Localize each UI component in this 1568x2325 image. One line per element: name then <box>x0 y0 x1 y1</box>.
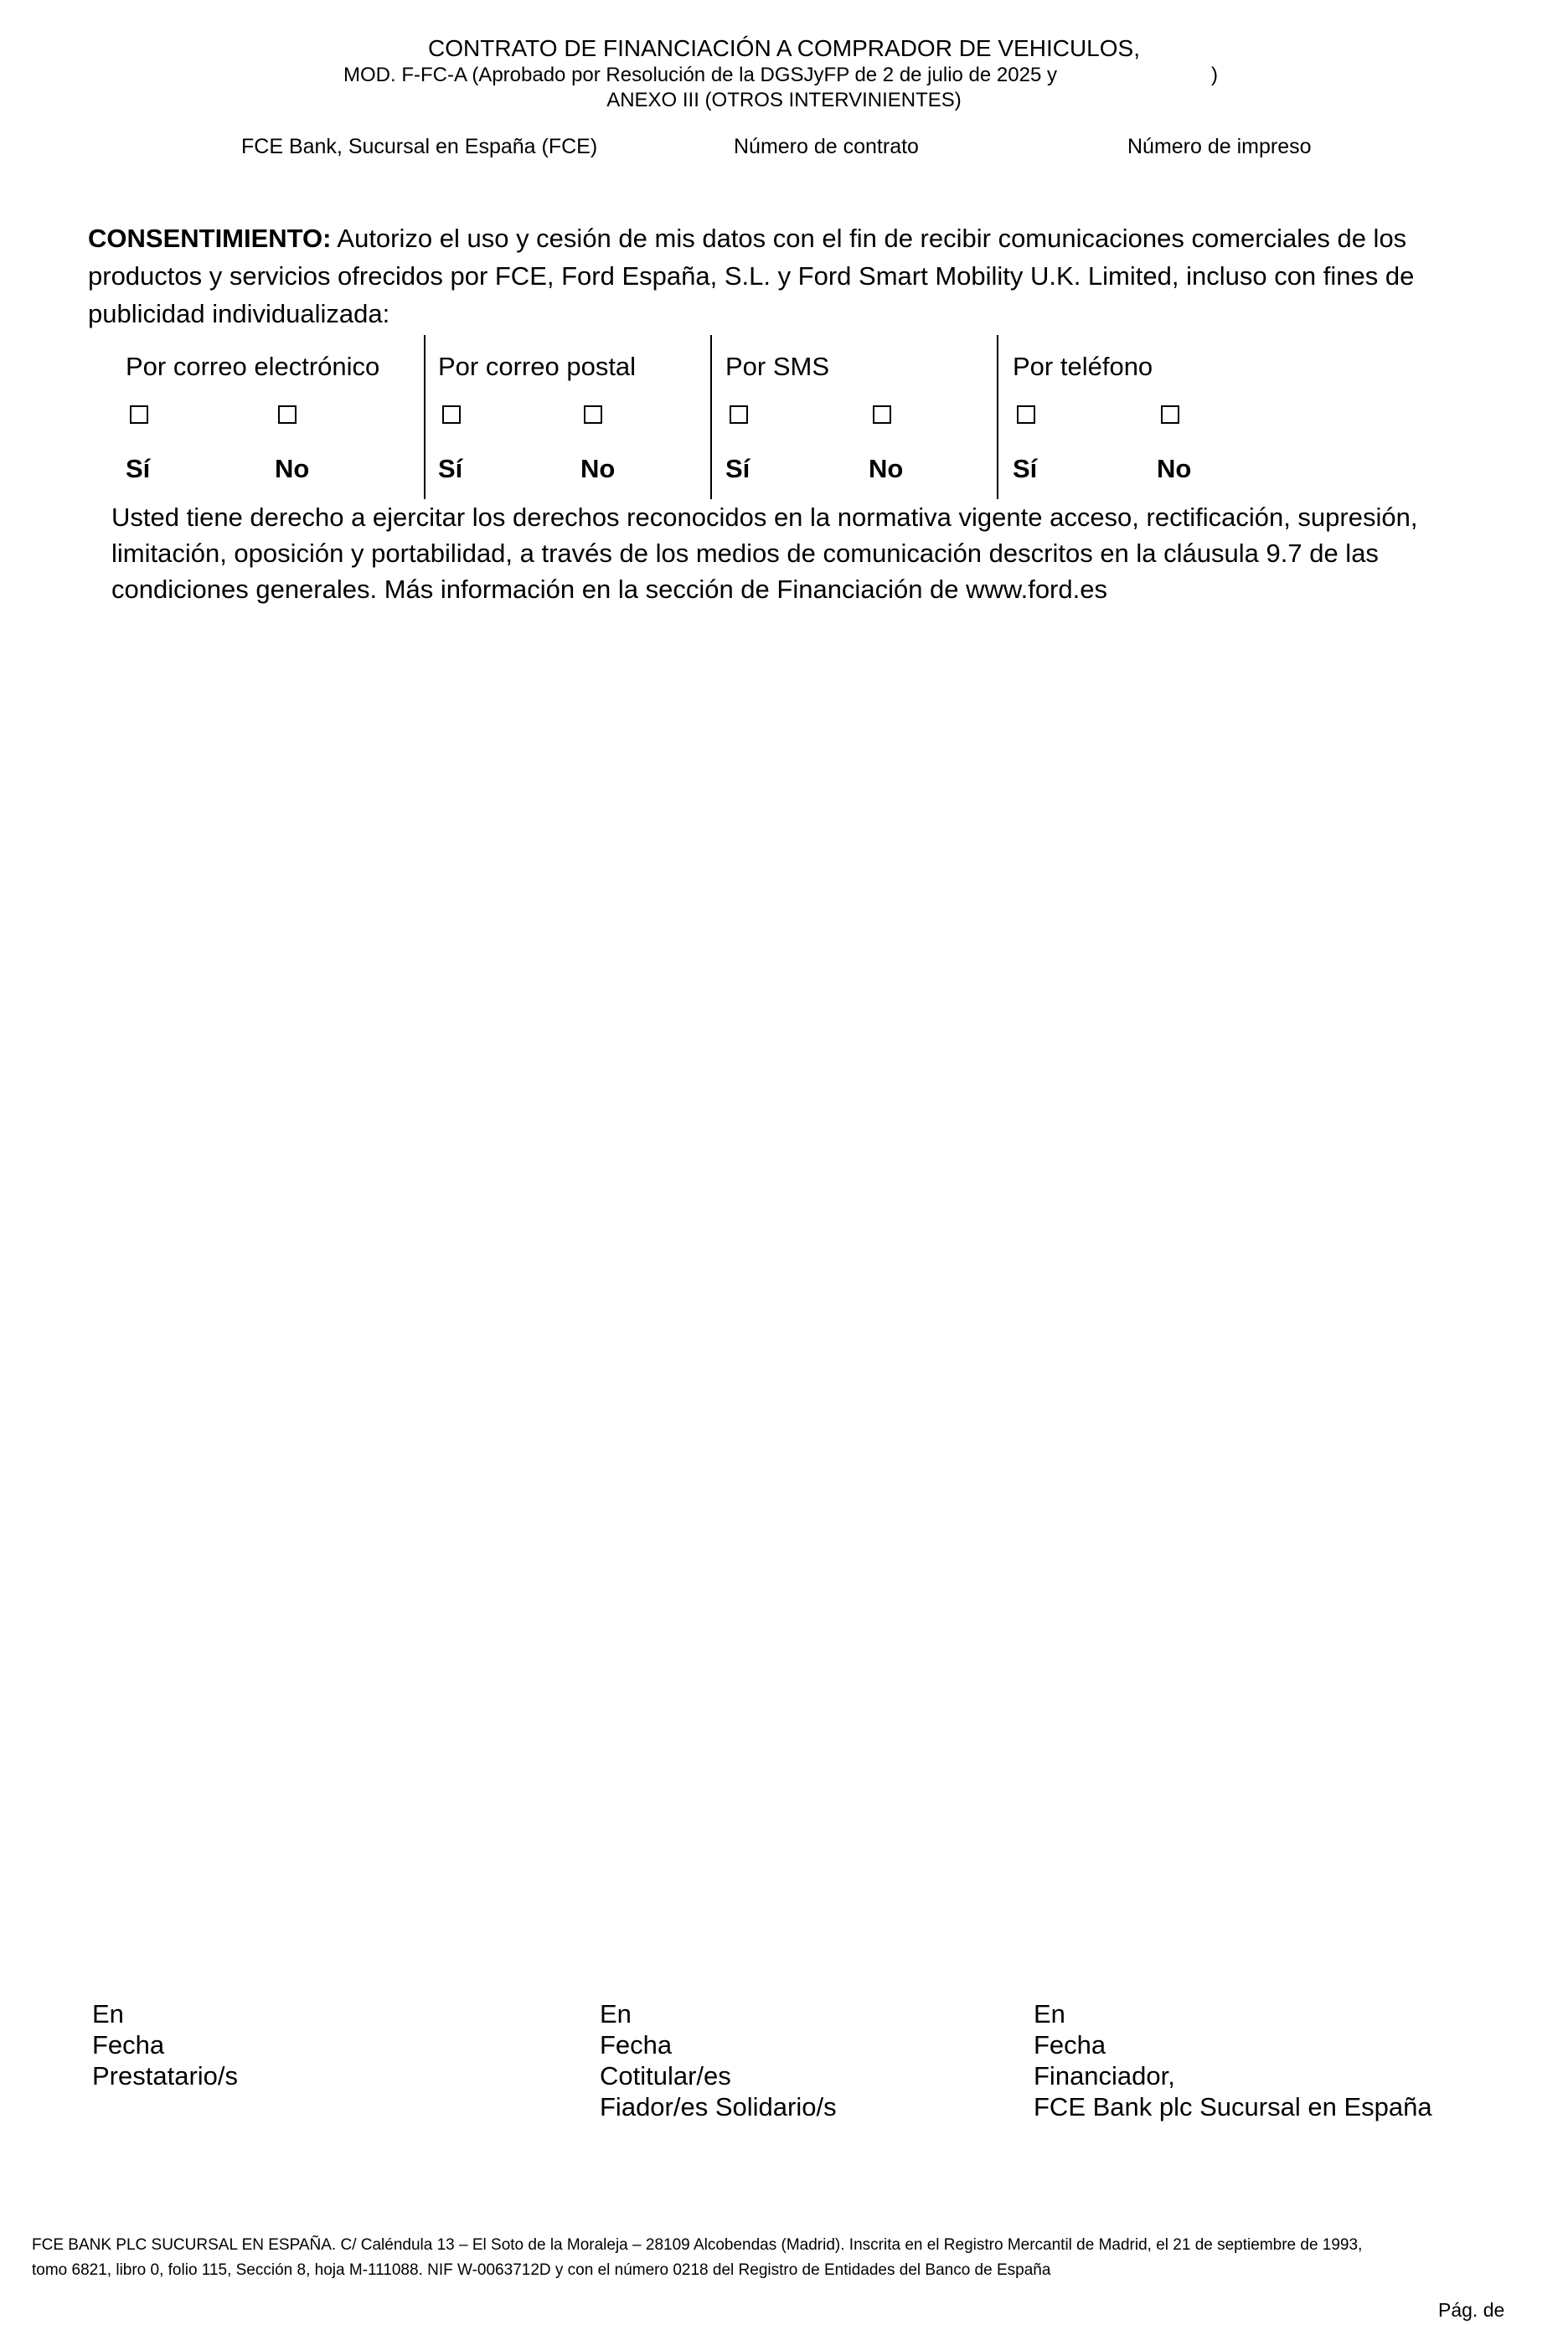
postal-yes-label: Sí <box>438 454 463 483</box>
channel-sms-label: Por SMS <box>725 352 830 381</box>
page-number: Pág. de <box>1438 2299 1505 2321</box>
channel-postal-label: Por correo postal <box>438 352 637 381</box>
contract-number-label: Número de contrato <box>734 135 919 158</box>
column-divider <box>424 335 426 499</box>
signature-role-secondary: FCE Bank plc Sucursal en España <box>1034 2092 1432 2121</box>
phone-no-checkbox[interactable] <box>1161 405 1179 424</box>
email-yes-checkbox[interactable] <box>130 405 148 424</box>
signature-block-borrower <box>92 1998 238 2091</box>
signature-block-lender <box>1034 1998 1432 2122</box>
legal-footer <box>32 2233 1523 2283</box>
signature-block-cotitular <box>600 1998 837 2122</box>
signature-role: Prestatario/s <box>92 2061 239 2090</box>
phone-no-label: No <box>1157 454 1192 483</box>
column-divider <box>710 335 712 499</box>
signature-place: En <box>600 1999 632 2029</box>
signature-role-secondary: Fiador/es Solidario/s <box>600 2092 837 2121</box>
postal-yes-checkbox[interactable] <box>442 405 461 424</box>
consent-text: Autorizo el uso y cesión de mis datos con el fin de recibir comunicaciones comerciales de los productos y servicios ofrecidos por FCE, Ford España, S.L. y Ford Smart Mobility U.K. Limited, incluso con fines de publicidad individualizada: <box>88 224 1415 328</box>
document-title: CONTRATO DE FINANCIACIÓN A COMPRADOR DE VEHICULOS, <box>428 35 1140 61</box>
signature-place: En <box>1034 1999 1065 2029</box>
bank-name: FCE Bank, Sucursal en España (FCE) <box>241 135 598 158</box>
email-no-label: No <box>275 454 310 483</box>
annex-title: ANEXO III (OTROS INTERVINIENTES) <box>606 89 962 111</box>
rights-paragraph: Usted tiene derecho a ejercitar los derechos reconocidos en la normativa vigente acceso, rectificación, supresión, limitación, oposición y portabilidad, a través de los medios de comunicación descritos en la cláusula 9.7 de las condiciones generales. Más información en la sección de Financiación de www.ford.es <box>111 503 1418 604</box>
consent-heading: CONSENTIMIENTO: <box>88 224 332 253</box>
signature-date: Fecha <box>92 2030 165 2060</box>
signature-date: Fecha <box>1034 2030 1106 2060</box>
signature-date: Fecha <box>600 2030 673 2060</box>
sms-no-checkbox[interactable] <box>873 405 891 424</box>
footer-line: FCE BANK PLC SUCURSAL EN ESPAÑA. C/ Caléndula 13 – El Soto de la Moraleja – 28109 Alcobendas (Madrid). Inscrita en el Registro Mercantil de Madrid, el 21 de septiembre de 1993, <box>32 2236 1363 2254</box>
postal-no-checkbox[interactable] <box>584 405 602 424</box>
column-divider <box>997 335 998 499</box>
document-subtitle: MOD. F-FC-A (Aprobado por Resolución de la DGSJyFP de 2 de julio de 2025 y <box>343 64 1057 86</box>
sms-no-label: No <box>869 454 904 483</box>
email-no-checkbox[interactable] <box>278 405 297 424</box>
phone-yes-checkbox[interactable] <box>1017 405 1035 424</box>
email-yes-label: Sí <box>126 454 151 483</box>
phone-yes-label: Sí <box>1013 454 1038 483</box>
channel-email-label: Por correo electrónico <box>126 352 380 381</box>
channel-phone-label: Por teléfono <box>1013 352 1153 381</box>
consent-paragraph <box>88 219 1495 333</box>
sms-yes-checkbox[interactable] <box>730 405 748 424</box>
signature-role: Cotitular/es <box>600 2061 731 2090</box>
print-number-label: Número de impreso <box>1127 135 1312 158</box>
signature-role: Financiador, <box>1034 2061 1175 2090</box>
footer-line: tomo 6821, libro 0, folio 115, Sección 8, hoja M-111088. NIF W-0063712D y con el número 0218 del Registro de Entidades del Banco de España <box>32 2261 1051 2279</box>
subtitle-closing-paren: ) <box>1211 64 1218 86</box>
postal-no-label: No <box>580 454 616 483</box>
signature-place: En <box>92 1999 124 2029</box>
sms-yes-label: Sí <box>725 454 750 483</box>
